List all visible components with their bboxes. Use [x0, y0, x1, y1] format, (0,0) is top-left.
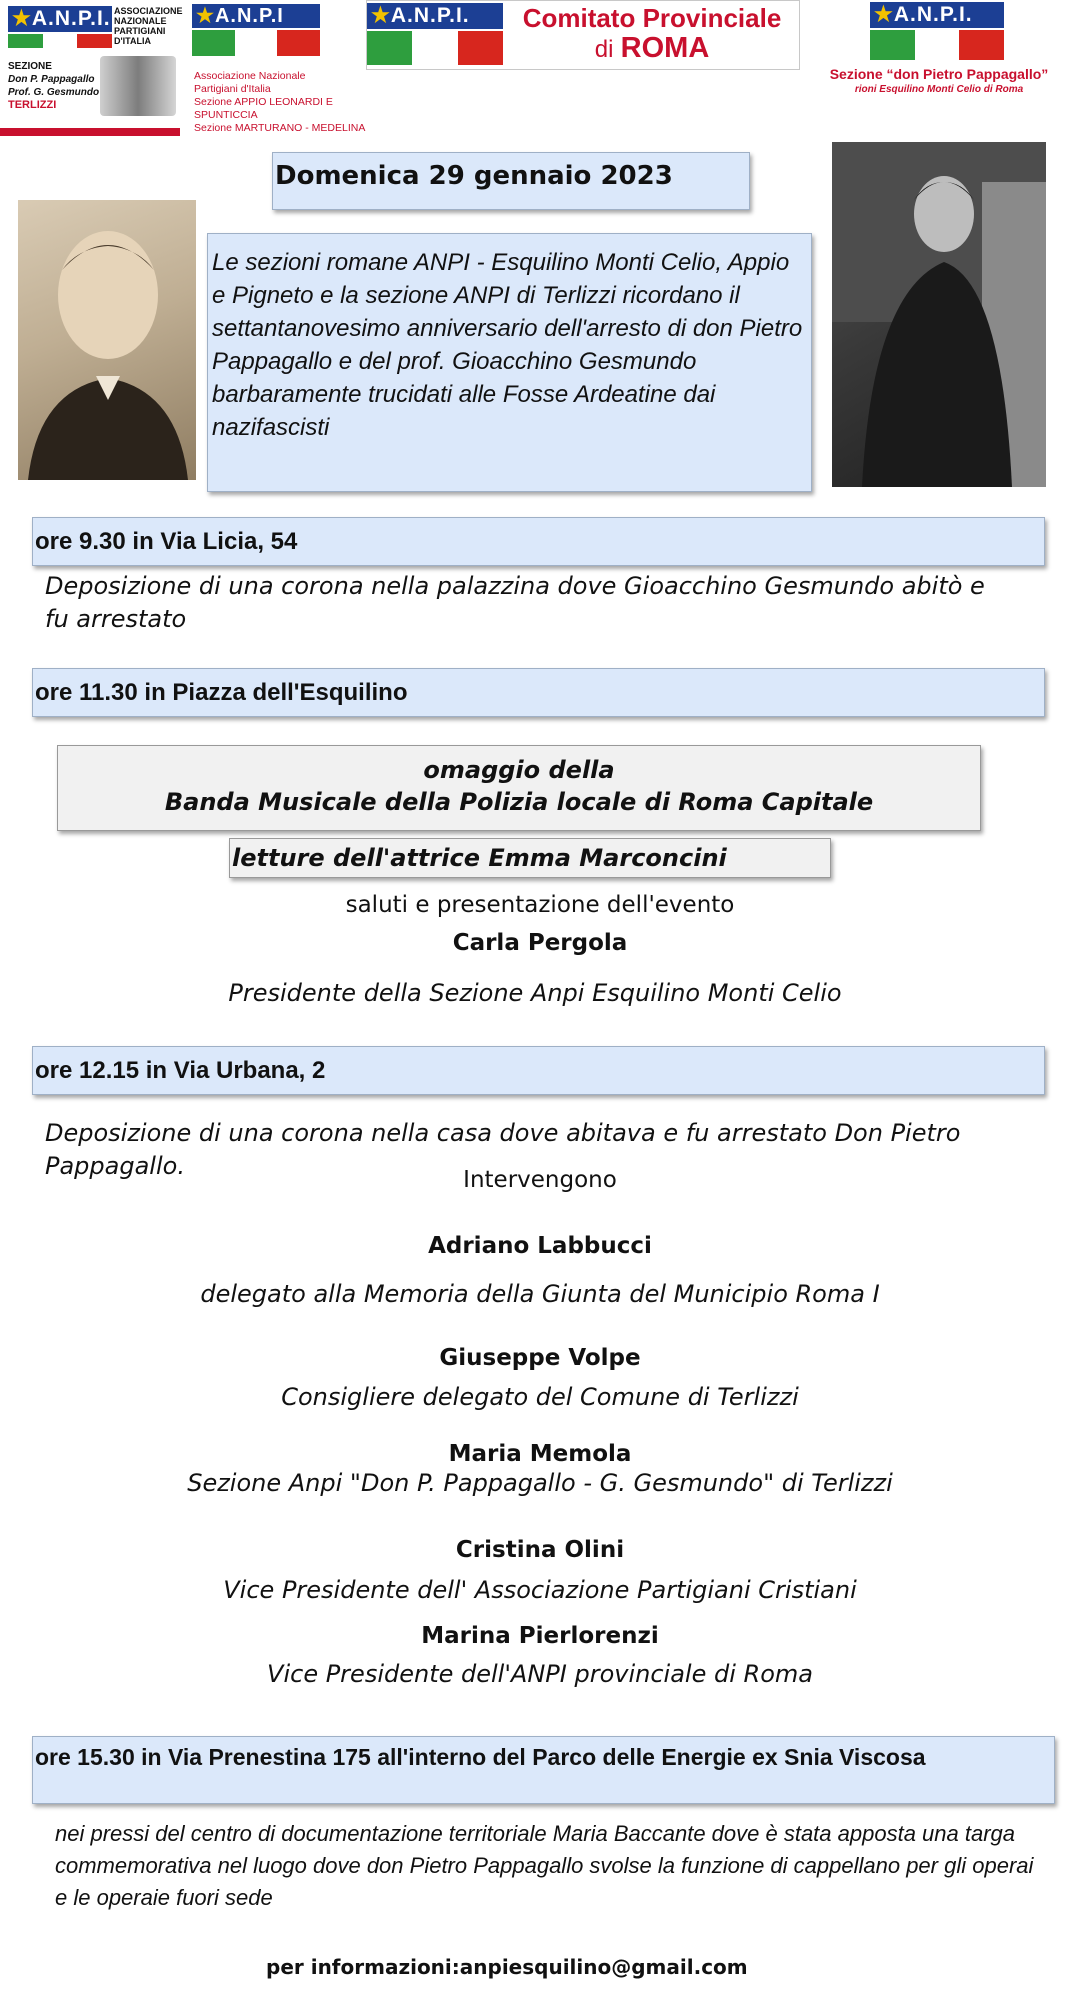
star-icon: ★: [12, 7, 32, 30]
logo-anpi-appio: [192, 0, 392, 140]
portrait-pappagallo: [832, 142, 1046, 487]
star-icon: ★: [196, 5, 215, 27]
event1-description: Deposizione di una corona nella palazzina dove Gioacchino Gesmundo abitò e fu arrestato: [45, 572, 985, 633]
logo3-badge: ★A.N.P.I.: [367, 3, 503, 29]
logo4-subtitle: rioni Esquilino Monti Celio di Roma: [854, 84, 1024, 95]
portrait-gesmundo: [18, 200, 196, 480]
speaker-role: Sezione Anpi "Don P. Pappagallo - G. Gesmundo" di Terlizzi: [187, 1469, 893, 1497]
logo3-title: Comitato Provinciale di ROMA: [522, 3, 782, 64]
event2-greetings: saluti e presentazione dell'evento: [345, 892, 735, 918]
event3-header: ore 12.15 in Via Urbana, 2: [32, 1046, 1045, 1095]
logo1-bottom-bar: [0, 128, 180, 136]
logo-comitato-roma: [366, 0, 800, 70]
logo4-flag: [870, 30, 1004, 60]
event3-speakers-label: Intervengono: [463, 1167, 617, 1193]
logo1-portraits: [100, 56, 176, 116]
event3-description: Deposizione di una corona nella casa dove abitava e fu arrestato Don Pietro Pappagallo.: [45, 1119, 961, 1180]
speaker-role: Vice Presidente dell' Associazione Partigiani Cristiani: [223, 1576, 857, 1604]
logo-anpi-terlizzi: [0, 0, 183, 140]
speaker-name: Marina Pierlorenzi: [421, 1623, 659, 1649]
logo4-badge: ★A.N.P.I.: [870, 2, 1004, 28]
speaker-name: Adriano Labbucci: [428, 1233, 652, 1259]
logo3-flag: [367, 31, 503, 65]
speaker-role: Consigliere delegato del Comune di Terlizzi: [281, 1383, 799, 1411]
logo1-section-text: SEZIONE Don P. Pappagallo Prof. G. Gesmundo TERLIZZI: [8, 61, 100, 111]
logo2-flag: [192, 30, 320, 56]
speaker-name: Giuseppe Volpe: [439, 1345, 641, 1371]
logo1-badge: ★A.N.P.I.: [8, 6, 112, 32]
logo1-flag: [8, 34, 112, 48]
event1-header: ore 9.30 in Via Licia, 54: [32, 517, 1045, 566]
star-icon: ★: [371, 4, 391, 27]
event2-speaker-name: Carla Pergola: [452, 930, 628, 956]
speaker-role: Vice Presidente dell'ANPI provinciale di Roma: [267, 1660, 813, 1688]
footer-contact: per informazioni:anpiesquilino@gmail.com: [266, 1955, 748, 1979]
portrait-pappagallo-figure: [832, 142, 1046, 487]
date-banner: Domenica 29 gennaio 2023: [272, 152, 750, 210]
intro-text: Le sezioni romane ANPI - Esquilino Monti Celio, Appio e Pigneto e la sezione ANPI di Terlizzi ricordano il settantanovesimo anniversario dell'arresto di don Pietro Pappagallo e del prof. Gioacchino Gesmundo barbaramente trucidati alle Fosse Ardeatine dai nazifascisti: [212, 249, 803, 441]
logo1-org-text: ASSOCIAZIONE NAZIONALE PARTIGIANI D'ITALIA: [114, 6, 183, 46]
speaker-name: Maria Memola: [448, 1441, 632, 1467]
event2-header: ore 11.30 in Piazza dell'Esquilino: [32, 668, 1045, 717]
event4-header: ore 15.30 in Via Prenestina 175 all'interno del Parco delle Energie ex Snia Viscosa: [32, 1736, 1055, 1804]
event2-tribute-box: omaggio della Banda Musicale della Polizia locale di Roma Capitale: [57, 745, 981, 831]
logo2-text: Associazione Nazionale Partigiani d'Italia Sezione APPIO LEONARDI E SPUNTICCIA Sezione MARTURANO - MEDELINA: [194, 70, 366, 134]
logo2-badge: ★A.N.P.I: [192, 4, 320, 28]
logo-sezione-pappagallo: [806, 0, 1074, 140]
star-icon: ★: [874, 3, 894, 26]
portrait-gesmundo-figure: [18, 200, 196, 480]
logo4-title: Sezione “don Pietro Pappagallo”: [829, 66, 1049, 82]
intro-box: [207, 233, 812, 492]
event2-readings-box: letture dell'attrice Emma Marconcini: [229, 838, 831, 878]
speaker-role: delegato alla Memoria della Giunta del Municipio Roma I: [200, 1280, 880, 1308]
event2-speaker-role: Presidente della Sezione Anpi Esquilino Monti Celio: [228, 979, 842, 1007]
speaker-name: Cristina Olini: [455, 1537, 625, 1563]
event4-description: nei pressi del centro di documentazione territoriale Maria Baccante dove è stata apposta una targa commemorativa nel luogo dove don Pietro Pappagallo svolse la funzione di cappellano per gli operai e le operaie fuori sede: [55, 1821, 1034, 1910]
